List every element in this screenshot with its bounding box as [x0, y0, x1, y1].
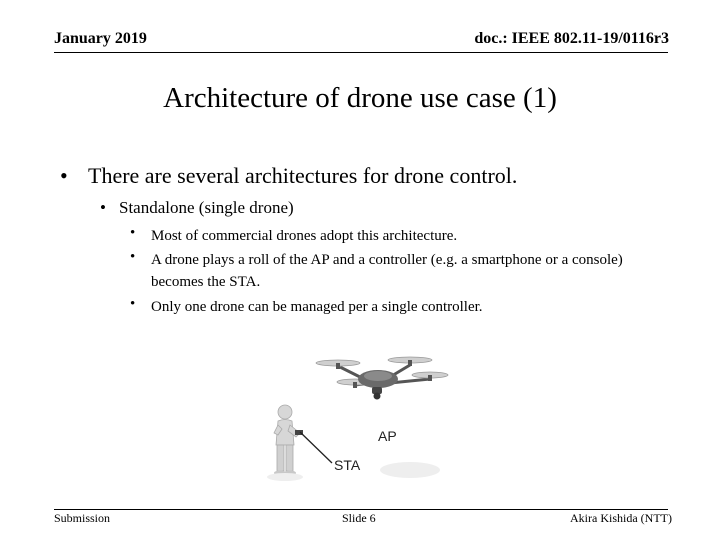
bullet-dot: •	[60, 163, 68, 188]
ap-label: AP	[378, 428, 397, 444]
bullet-level2-text: Standalone (single drone)	[119, 198, 294, 217]
bullet-dot: •	[130, 296, 136, 312]
person-controller-icon	[274, 405, 332, 476]
header-date: January 2019	[54, 30, 147, 47]
drone-icon	[316, 357, 448, 400]
drone-architecture-figure	[260, 345, 460, 495]
bullet-dot: •	[130, 249, 136, 265]
bullet-level3-text: A drone plays a roll of the AP and a controller (e.g. a smartphone or a console) becomes the STA.	[151, 252, 623, 290]
footer-submission: Submission	[54, 511, 111, 525]
bullet-dot: •	[130, 225, 136, 241]
bullet-level3-text: Most of commercial drones adopt this architecture.	[151, 228, 458, 244]
bullet-level3-text: Only one drone can be managed per a single controller.	[151, 299, 483, 315]
header-divider	[54, 52, 668, 53]
drone-shadow	[380, 462, 440, 478]
sta-label: STA	[334, 457, 361, 473]
footer-author: Akira Kishida (NTT)	[570, 511, 672, 525]
header-doc-id: doc.: IEEE 802.11-19/0116r3	[474, 30, 669, 47]
bullet-dot: •	[100, 198, 106, 217]
slide-title: Architecture of drone use case (1)	[163, 82, 557, 114]
bullet-level1-text: There are several architectures for drone control.	[88, 163, 518, 188]
person-shadow	[267, 473, 303, 481]
footer-divider	[54, 509, 668, 510]
footer-slide-number: Slide 6	[342, 511, 376, 525]
